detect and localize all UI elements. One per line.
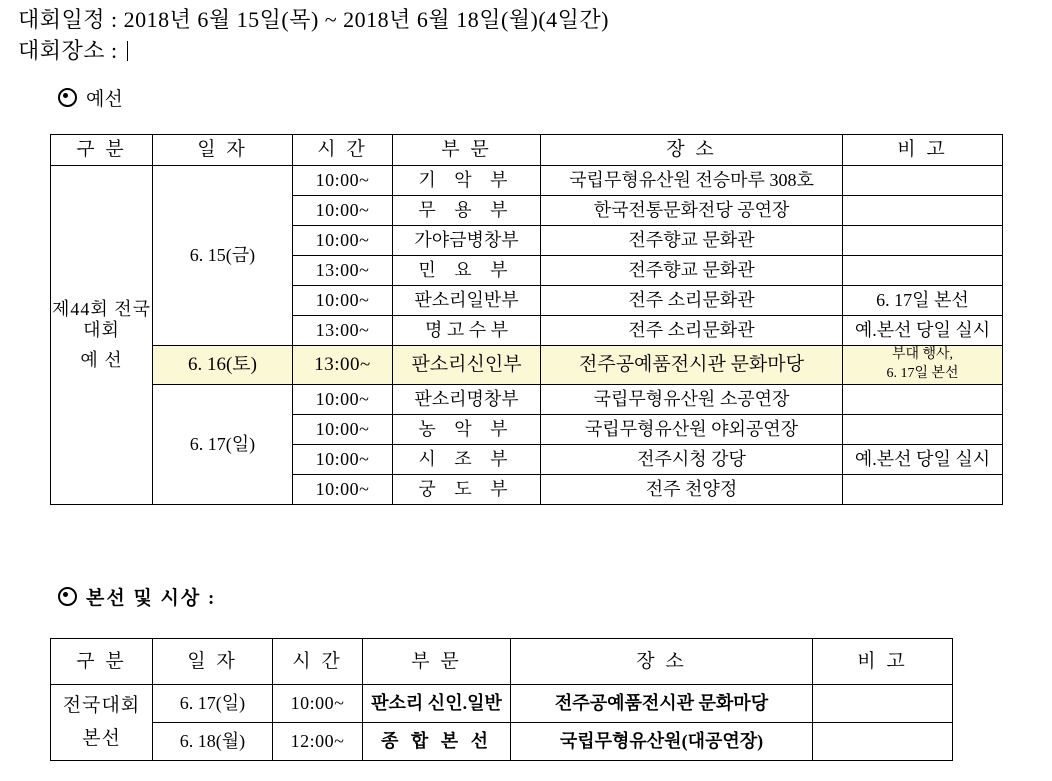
final-section-label: 본선 및 시상 : [86, 588, 217, 609]
note-cell [843, 166, 1003, 196]
table-header-row [51, 135, 1003, 166]
column-header-part: 부 문 [393, 135, 541, 166]
time-cell: 10:00~ [273, 685, 363, 723]
part-cell: 궁 도 부 [393, 474, 541, 504]
table-row [51, 723, 953, 761]
note-cell [843, 226, 1003, 256]
place-cell: 전주 소리문화관 [541, 286, 843, 316]
preliminary-section-heading [58, 84, 123, 111]
time-cell: 10:00~ [293, 286, 393, 316]
column-header-gubun: 구 분 [51, 135, 153, 166]
note-cell [843, 346, 1003, 385]
place-cell: 국립무형유산원 야외공연장 [541, 414, 843, 444]
event-dates-line [18, 3, 609, 34]
bullet-icon [58, 88, 77, 107]
time-cell: 13:00~ [293, 346, 393, 385]
column-header-place: 장 소 [541, 135, 843, 166]
final-section-heading [58, 583, 216, 610]
note-line-1: 부대 행사, [891, 347, 954, 362]
part-cell: 판소리일반부 [393, 286, 541, 316]
gubun-line-2: 전국대회 [83, 298, 152, 340]
note-cell: 예.본선 당일 실시 [843, 316, 1003, 346]
time-cell: 10:00~ [293, 226, 393, 256]
note-cell [843, 384, 1003, 414]
event-venue-line [18, 34, 128, 65]
time-cell: 12:00~ [273, 723, 363, 761]
part-cell: 종 합 본 선 [363, 723, 511, 761]
time-cell: 10:00~ [293, 166, 393, 196]
place-cell: 국립무형유산원 소공연장 [541, 384, 843, 414]
part-cell: 민 요 부 [393, 256, 541, 286]
date-cell-0617: 6. 17(일) [153, 384, 293, 504]
part-cell: 판소리명창부 [393, 384, 541, 414]
event-venue-text: 대회장소 : [18, 38, 124, 63]
note-cell [813, 685, 953, 723]
gubun-line-1: 제44회 [51, 298, 109, 319]
part-cell: 무 용 부 [393, 196, 541, 226]
note-cell: 6. 17일 본선 [843, 286, 1003, 316]
note-cell [843, 414, 1003, 444]
column-header-date: 일 자 [153, 639, 273, 685]
column-header-date: 일 자 [153, 135, 293, 166]
gubun-line-2: 본선 [82, 727, 121, 749]
gubun-line-3: 예 선 [80, 350, 123, 371]
column-header-place: 장 소 [511, 639, 813, 685]
column-header-time: 시 간 [293, 135, 393, 166]
note-cell [843, 474, 1003, 504]
place-cell: 전주향교 문화관 [541, 256, 843, 286]
part-cell: 농 악 부 [393, 414, 541, 444]
place-cell: 전주향교 문화관 [541, 226, 843, 256]
part-cell: 판소리 신인.일반 [363, 685, 511, 723]
date-cell: 6. 18(월) [153, 723, 273, 761]
note-line-2: 6. 17일 본선 [886, 365, 959, 381]
gubun-line-1: 전국대회 [62, 695, 141, 717]
bullet-icon [58, 587, 77, 606]
place-cell: 국립무형유산원(대공연장) [511, 723, 813, 761]
time-cell: 13:00~ [293, 316, 393, 346]
table-header-row [51, 639, 953, 685]
place-cell: 전주 천양정 [541, 474, 843, 504]
part-cell: 판소리신인부 [393, 346, 541, 385]
table-row [51, 384, 1003, 414]
gubun-merged-cell [51, 166, 153, 505]
column-header-part: 부 문 [363, 639, 511, 685]
date-cell-0616: 6. 16(토) [153, 346, 293, 385]
time-cell: 10:00~ [293, 474, 393, 504]
time-cell: 10:00~ [293, 414, 393, 444]
gubun-merged-cell [51, 685, 153, 761]
place-cell: 국립무형유산원 전승마루 308호 [541, 166, 843, 196]
text-caret [127, 41, 128, 61]
time-cell: 10:00~ [293, 444, 393, 474]
place-cell: 전주 소리문화관 [541, 316, 843, 346]
event-dates-text: 대회일정 : 2018년 6월 15일(목) ~ 2018년 6월 18일(월)(4일간) [18, 7, 610, 32]
table-row-highlighted [51, 346, 1003, 385]
table-row [51, 166, 1003, 196]
date-cell-0615: 6. 15(금) [153, 166, 293, 346]
note-cell [843, 256, 1003, 286]
part-cell: 기 악 부 [393, 166, 541, 196]
place-cell: 전주공예품전시관 문화마당 [541, 346, 843, 385]
date-cell: 6. 17(일) [153, 685, 273, 723]
table-row [51, 685, 953, 723]
part-cell: 시 조 부 [393, 444, 541, 474]
note-cell [843, 196, 1003, 226]
time-cell: 10:00~ [293, 384, 393, 414]
note-cell: 예.본선 당일 실시 [843, 444, 1003, 474]
part-cell: 가야금병창부 [393, 226, 541, 256]
gubun-spacer [51, 340, 152, 350]
column-header-time: 시 간 [273, 639, 363, 685]
column-header-note: 비 고 [813, 639, 953, 685]
final-schedule-table [50, 638, 953, 761]
preliminary-schedule-table [50, 134, 1003, 505]
column-header-gubun: 구 분 [51, 639, 153, 685]
column-header-note: 비 고 [843, 135, 1003, 166]
time-cell: 10:00~ [293, 196, 393, 226]
place-cell: 전주시청 강당 [541, 444, 843, 474]
part-cell: 명 고 수 부 [393, 316, 541, 346]
time-cell: 13:00~ [293, 256, 393, 286]
note-cell [813, 723, 953, 761]
preliminary-section-label: 예선 [86, 89, 123, 110]
place-cell: 한국전통문화전당 공연장 [541, 196, 843, 226]
place-cell: 전주공예품전시관 문화마당 [511, 685, 813, 723]
